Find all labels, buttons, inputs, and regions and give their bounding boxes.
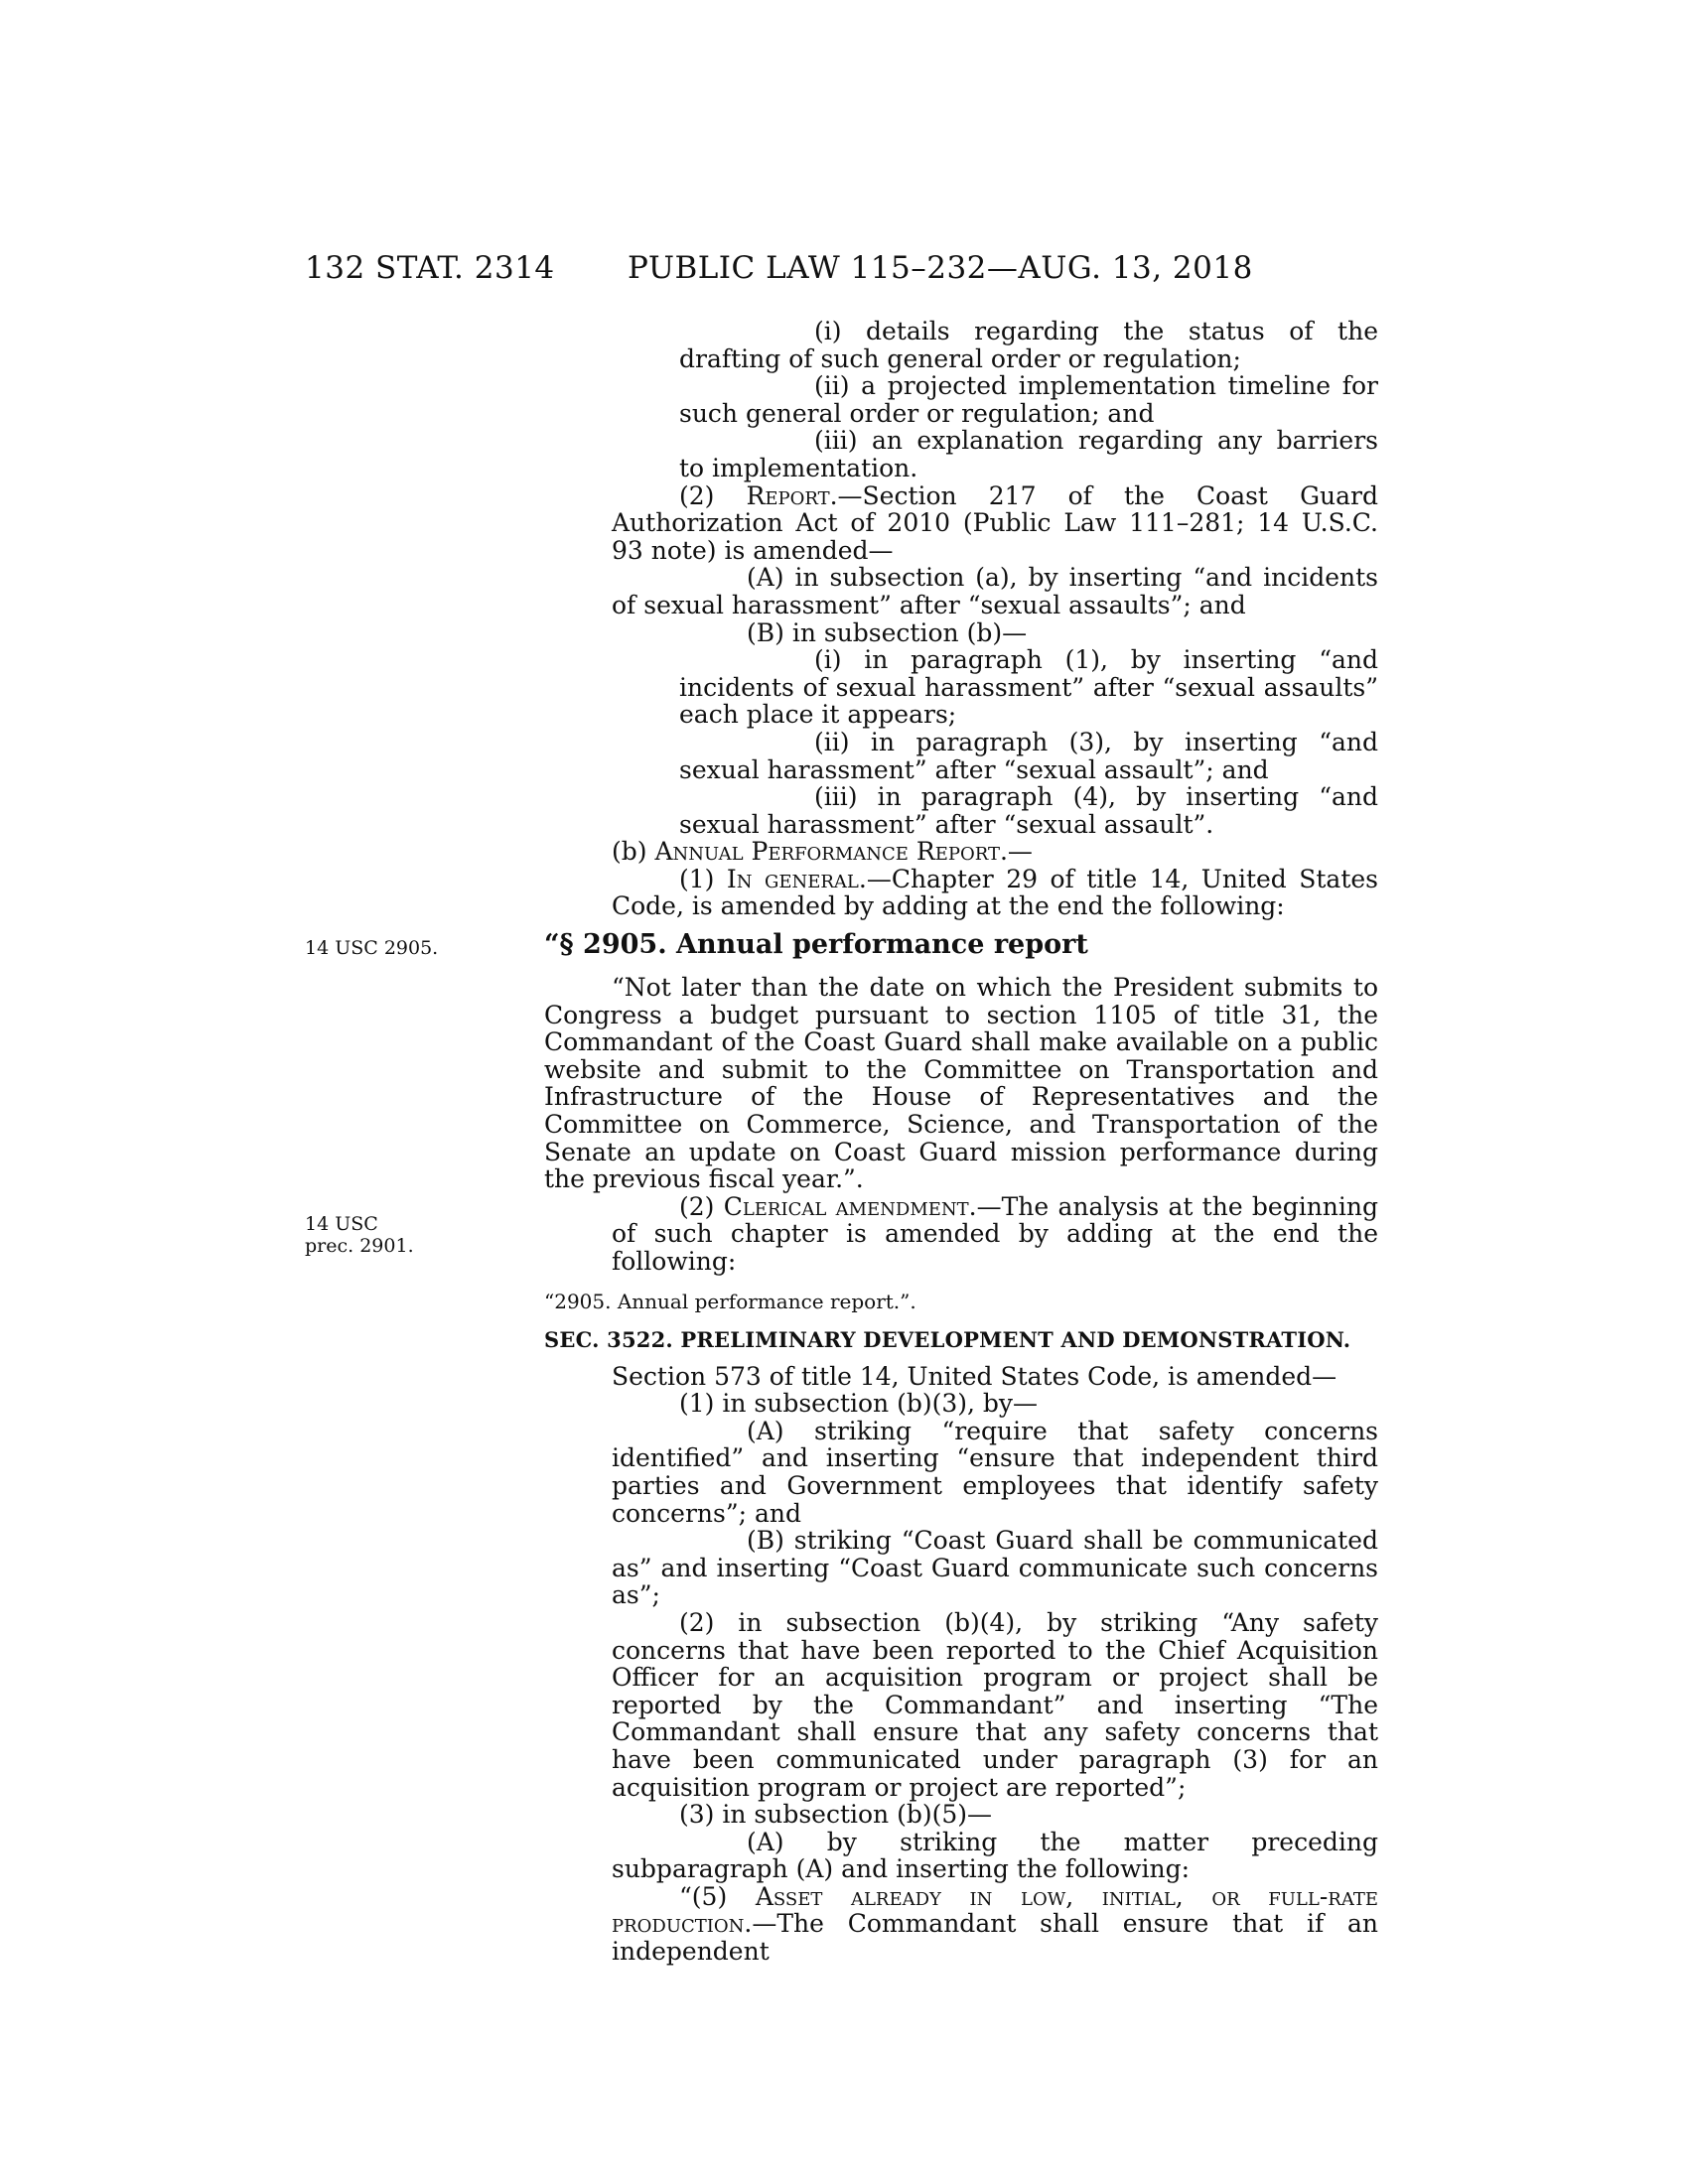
section-2905-heading: “§ 2905. Annual performance report xyxy=(544,929,1088,961)
margin-note-line: prec. 2901. xyxy=(305,1235,414,1257)
margin-note-line: 14 USC xyxy=(305,1213,378,1235)
paragraph-2-subsection-b4: (2) in subsection (b)(4), by striking “Any safety concerns that have been reported to the Chief Acquisition Officer for an acquisition program or project shall be reported by the Commandant” and inserting “The Commandant shall ensure that any safety concerns that have been communicated under paragraph (3) for an acquisition program or project are reported”; xyxy=(612,1607,1378,1802)
paragraph-1-in-general: (1) In general.—Chapter 29 of title 14, United States Code, is amended by adding at the end the following: xyxy=(612,864,1378,921)
clause-ii-paragraph-3: (ii) in paragraph (3), by inserting “and sexual harassment” after “sexual assault”; and xyxy=(679,727,1378,784)
clause-i-paragraph-1: (i) in paragraph (1), by inserting “and incidents of sexual harassment” after “sexual assaults” each place it appears; xyxy=(679,645,1378,730)
paragraph-5-asset-production: “(5) Asset already in low, initial, or full-rate production.—The Commandant shall ensure that if an independent xyxy=(612,1881,1378,1967)
document-body xyxy=(544,318,1378,1966)
margin-note-14-usc-prec xyxy=(305,1213,414,1257)
paragraph-2-report: (2) Report.—Section 217 of the Coast Guard Authorization Act of 2010 (Public Law 111–281; 14 U.S.C. 93 note) is amended— xyxy=(612,480,1379,565)
analysis-entry-2905: “2905. Annual performance report.”. xyxy=(544,1289,916,1313)
page-header xyxy=(0,250,1688,290)
subparagraph-a-striking-matter: (A) by striking the matter preceding subparagraph (A) and inserting the following: xyxy=(612,1827,1378,1884)
running-title: PUBLIC LAW 115–232—AUG. 13, 2018 xyxy=(628,250,1253,286)
section-3522-intro: Section 573 of title 14, United States Code, is amended— xyxy=(612,1361,1337,1391)
section-2905-text: “Not later than the date on which the President submits to Congress a budget pursuant to section 1105 of title 31, the Commandant of the Coast Guard shall make available on a public website and submit to the Committee on Transportation and Infrastructure of the House of Representatives and the Committee on Commerce, Science, and Transportation of the Senate an update on Coast Guard mission performance during the previous fiscal year.”. xyxy=(544,973,1378,1194)
clause-i-status: (i) details regarding the status of the drafting of such general order or regulation; xyxy=(679,317,1378,373)
subsection-b-annual-performance-report: (b) Annual Performance Report.— xyxy=(612,837,1033,867)
paragraph-1-subsection-b3: (1) in subsection (b)(3), by— xyxy=(679,1389,1039,1419)
subparagraph-a-subsection-a: (A) in subsection (a), by inserting “and incidents of sexual harassment” after “sexual assaults”; and xyxy=(612,563,1378,619)
subparagraph-b-striking-communicated: (B) striking “Coast Guard shall be communicated as” and inserting “Coast Guard communicate such concerns as”; xyxy=(612,1526,1378,1610)
subparagraph-a-striking-require: (A) striking “require that safety concerns identified” and inserting “ensure that independent third parties and Government employees that identify safety concerns”; and xyxy=(612,1416,1378,1528)
clause-ii-timeline: (ii) a projected implementation timeline for such general order or regulation; and xyxy=(679,371,1378,428)
section-3522-heading: SEC. 3522. PRELIMINARY DEVELOPMENT AND DEMONSTRATION. xyxy=(544,1326,1351,1352)
paragraph-3-subsection-b5: (3) in subsection (b)(5)— xyxy=(679,1800,993,1830)
statute-page-number: 132 STAT. 2314 xyxy=(305,250,555,286)
paragraph-2-clerical-amendment: (2) Clerical amendment.—The analysis at the beginning of such chapter is amended by adding at the end the following: xyxy=(612,1191,1378,1276)
clause-iii-paragraph-4: (iii) in paragraph (4), by inserting “and sexual harassment” after “sexual assault”. xyxy=(679,782,1378,839)
clause-iii-barriers: (iii) an explanation regarding any barriers to implementation. xyxy=(679,426,1378,482)
subparagraph-b-subsection-b: (B) in subsection (b)— xyxy=(747,617,1028,647)
margin-note-14-usc-2905: 14 USC 2905. xyxy=(305,937,439,959)
